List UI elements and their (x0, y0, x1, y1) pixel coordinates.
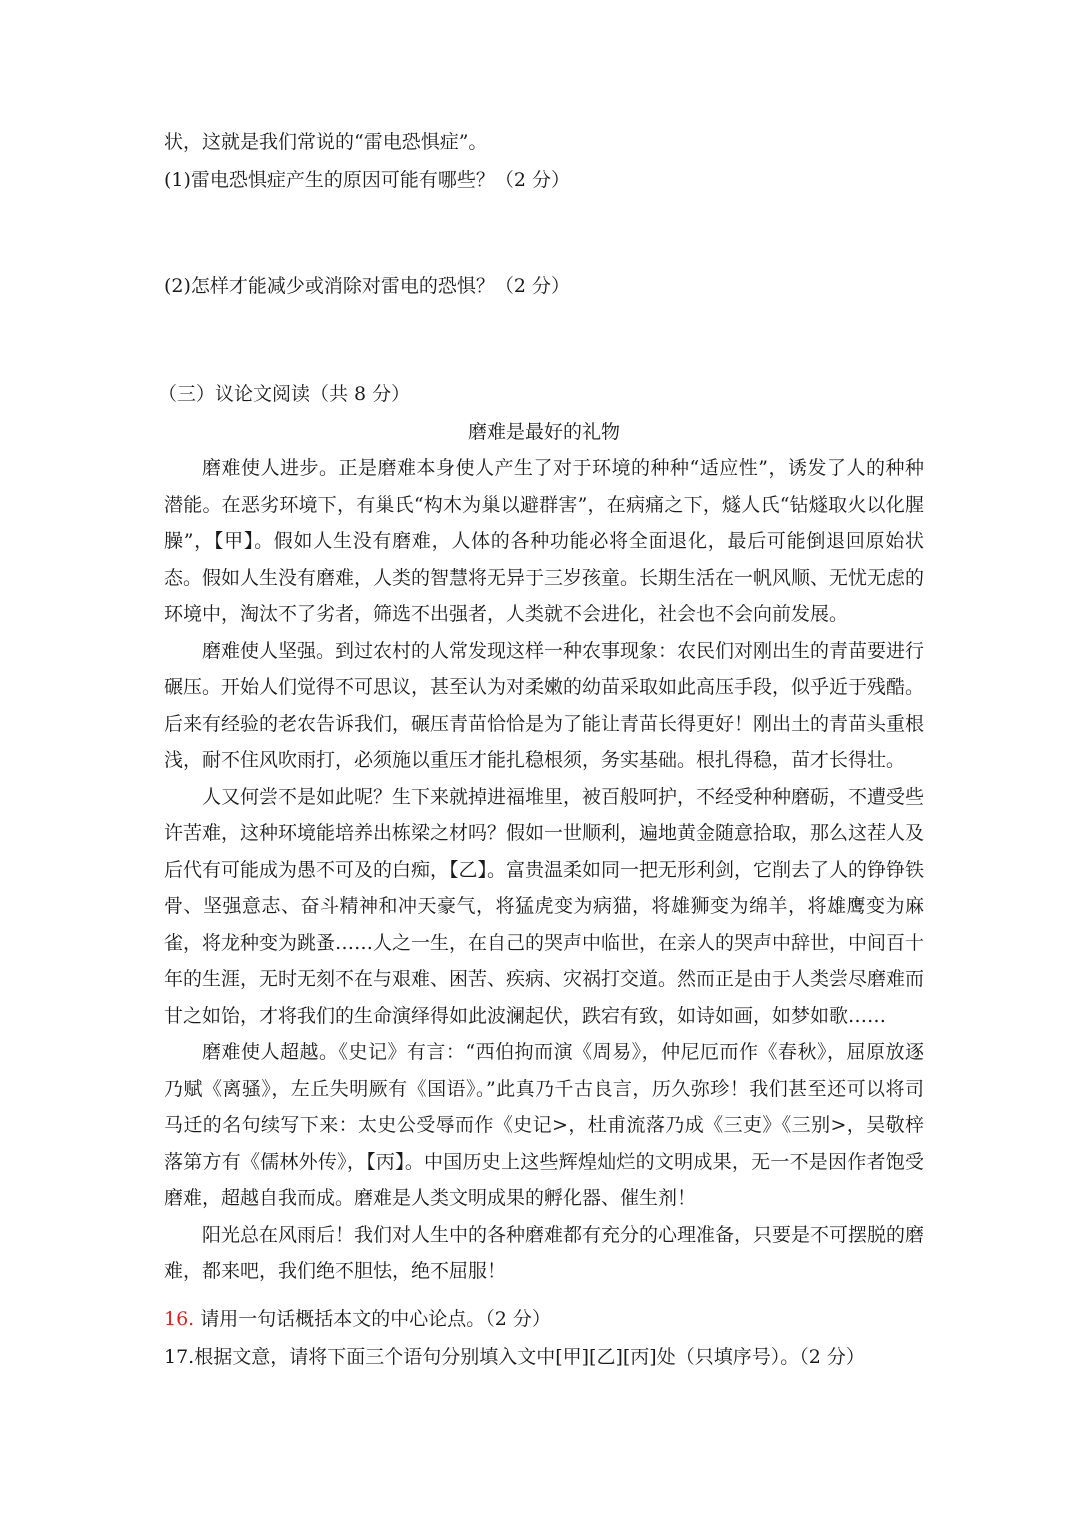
section-heading: （三）议论文阅读（共 8 分） (158, 383, 411, 405)
essay-paragraph: 磨难使人超越。《史记》有言：“西伯拘而演《周易》，仲尼厄而作《春秋》，屈原放逐乃赋《离骚》，左丘失明厥有《国语》。”此真乃千古良言，历久弥珍！我们甚至还可以将司马迁的名句续写下来：太史公受辱而作《史记>，杜甫流落乃成《三吏》《三别>，吴敬梓落第方有《儒林外传》，【丙】。中国历史上这些辉煌灿烂的文明成果，无一不是因作者饱受磨难，超越自我而成。磨难是人类文明成果的孵化器、催生剂！ (164, 1041, 924, 1209)
essay-paragraph: 阳光总在风雨后！我们对人生中的各种磨难都有充分的心理准备，只要是不可摆脱的磨难，都来吧，我们绝不胆怯，绝不屈服！ (164, 1223, 925, 1282)
question-16-text: 请用一句话概括本文的中心论点。（2 分） (200, 1308, 551, 1330)
essay-paragraph: 磨难使人进步。正是磨难本身使人产生了对于环境的种种“适应性”，诱发了人的种种潜能。在恶劣环境下，有巢氏“构木为巢以避群害”，在病痛之下，燧人氏“钻燧取火以化腥臊”，【甲】。假如人生没有磨难，人体的各种功能必将全面退化，最后可能倒退回原始状态。假如人生没有磨难，人类的智慧将无异于三岁孩童。长期生活在一帆风顺、无忧无虑的环境中，淘汰不了劣者，筛选不出强者，人类就不会进化，社会也不会向前发展。 (164, 457, 925, 625)
question-17: 17.根据文意，请将下面三个语句分别填入文中[甲][乙][丙]处（只填序号）。（2 分） (164, 1346, 865, 1368)
intro-tail-text: 状，这就是我们常说的“雷电恐惧症”。 (164, 131, 488, 153)
essay-body (164, 450, 924, 1290)
question-2: (2)怎样才能减少或消除对雷电的恐惧？（2 分） (164, 275, 571, 297)
question-1: (1)雷电恐惧症产生的原因可能有哪些？（2 分） (164, 169, 571, 191)
question-16-number: 16. (164, 1308, 195, 1330)
question-16 (164, 1306, 924, 1332)
essay-title: 磨难是最好的礼物 (467, 421, 620, 443)
essay-paragraph: 磨难使人坚强。到过农村的人常发现这样一种农事现象：农民们对刚出生的青苗要进行碾压。开始人们觉得不可思议，甚至认为对柔嫩的幼苗采取如此高压手段，似乎近于残酷。后来有经验的老农告诉我们，碾压青苗恰恰是为了能让青苗长得更好！刚出土的青苗头重根浅，耐不住风吹雨打，必须施以重压才能扎稳根须，务实基础。根扎得稳，苗才长得壮。 (164, 639, 925, 771)
essay-paragraph: 人又何尝不是如此呢？生下来就掉进福堆里，被百般呵护，不经受种种磨砺，不遭受些许苦难，这种环境能培养出栋梁之材吗？假如一世顺利，遍地黄金随意拾取，那么这茬人及后代有可能成为愚不可及的白痴，【乙】。富贵温柔如同一把无形利剑，它削去了人的铮铮铁骨、坚强意志、奋斗精神和冲天豪气，将猛虎变为病猫，将雄狮变为绵羊，将雄鹰变为麻雀，将龙种变为跳蚤……人之一生，在自己的哭声中临世，在亲人的哭声中辞世，中间百十年的生涯，无时无刻不在与艰难、困苦、疾病、灾祸打交道。然而正是由于人类尝尽磨难而甘之如饴，才将我们的生命演绎得如此波澜起伏，跌宕有致，如诗如画，如梦如歌…… (164, 785, 925, 1027)
